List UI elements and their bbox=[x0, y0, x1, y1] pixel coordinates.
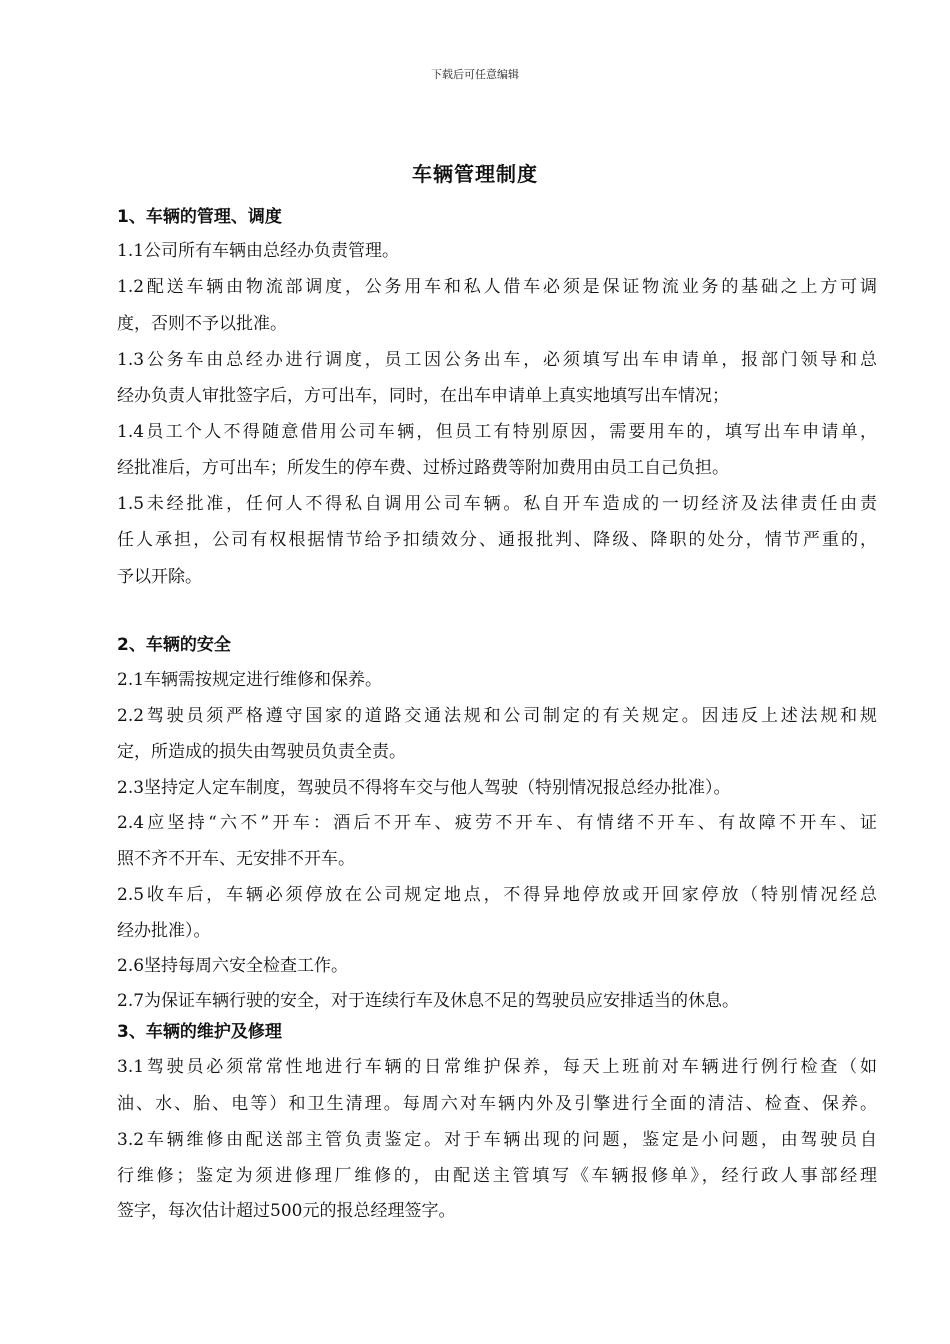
paragraph-line: 3.2车辆维修由配送部主管负责鉴定。对于车辆出现的问题，鉴定是小问题，由驾驶员自 bbox=[117, 1130, 877, 1150]
paragraph-line: 2.4应坚持“六不”开车：酒后不开车、疲劳不开车、有情绪不开车、有故障不开车、证 bbox=[117, 813, 877, 833]
section-heading: 1、车辆的管理、调度 bbox=[117, 207, 282, 227]
paragraph-line: 经办负责人审批签字后，方可出车，同时，在出车申请单上真实地填写出车情况； bbox=[117, 386, 729, 406]
paragraph-line: 1.2配送车辆由物流部调度，公务用车和私人借车必须是保证物流业务的基础之上方可调 bbox=[117, 277, 877, 297]
paragraph-line: 予以开除。 bbox=[117, 567, 202, 587]
paragraph-line: 1.1公司所有车辆由总经办负责管理。 bbox=[117, 241, 400, 261]
section-heading: 2、车辆的安全 bbox=[117, 635, 231, 655]
paragraph-line: 经批准后，方可出车；所发生的停车费、过桥过路费等附加费用由员工自己负担。 bbox=[117, 458, 729, 478]
paragraph-line: 1.5未经批准，任何人不得私自调用公司车辆。私自开车造成的一切经济及法律责任由责 bbox=[117, 494, 877, 514]
paragraph-line: 经办批准）。 bbox=[117, 921, 211, 941]
paragraph-line: 2.2驾驶员须严格遵守国家的道路交通法规和公司制定的有关规定。因违反上述法规和规 bbox=[117, 706, 877, 726]
paragraph-line: 签字，每次估计超过500元的报总经理签字。 bbox=[117, 1201, 456, 1221]
paragraph-line: 2.1车辆需按规定进行维修和保养。 bbox=[117, 670, 383, 690]
paragraph-line: 1.3公务车由总经办进行调度，员工因公务出车，必须填写出车申请单，报部门领导和总 bbox=[117, 350, 877, 370]
paragraph-line: 3.1驾驶员必须常常性地进行车辆的日常维护保养，每天上班前对车辆进行例行检查（如 bbox=[117, 1057, 877, 1077]
paragraph-line: 2.5收车后，车辆必须停放在公司规定地点，不得异地停放或开回家停放（特别情况经总 bbox=[117, 885, 877, 905]
paragraph-line: 照不齐不开车、无安排不开车。 bbox=[117, 849, 355, 869]
paragraph-line: 度，否则不予以批准。 bbox=[117, 314, 287, 334]
paragraph-line: 定，所造成的损失由驾驶员负责全责。 bbox=[117, 742, 406, 762]
paragraph-line: 1.4员工个人不得随意借用公司车辆，但员工有特别原因，需要用车的，填写出车申请单， bbox=[117, 422, 877, 442]
paragraph-line: 2.7为保证车辆行驶的安全，对于连续行车及休息不足的驾驶员应安排适当的休息。 bbox=[117, 991, 740, 1011]
page-header-note: 下载后可任意编辑 bbox=[431, 68, 519, 81]
section-heading: 3、车辆的维护及修理 bbox=[117, 1022, 282, 1042]
paragraph-line: 2.6坚持每周六安全检查工作。 bbox=[117, 956, 349, 976]
paragraph-line: 任人承担，公司有权根据情节给予扣绩效分、通报批判、降级、降职的处分，情节严重的， bbox=[117, 530, 877, 550]
paragraph-line: 行维修；鉴定为须进修理厂维修的，由配送主管填写《车辆报修单》，经行政人事部经理 bbox=[117, 1166, 877, 1186]
paragraph-line: 2.3坚持定人定车制度，驾驶员不得将车交与他人驾驶（特别情况报总经办批准）。 bbox=[117, 778, 731, 798]
paragraph-line: 油、水、胎、电等）和卫生清理。每周六对车辆内外及引擎进行全面的清洁、检查、保养。 bbox=[117, 1094, 877, 1114]
document-title: 车辆管理制度 bbox=[412, 162, 538, 186]
